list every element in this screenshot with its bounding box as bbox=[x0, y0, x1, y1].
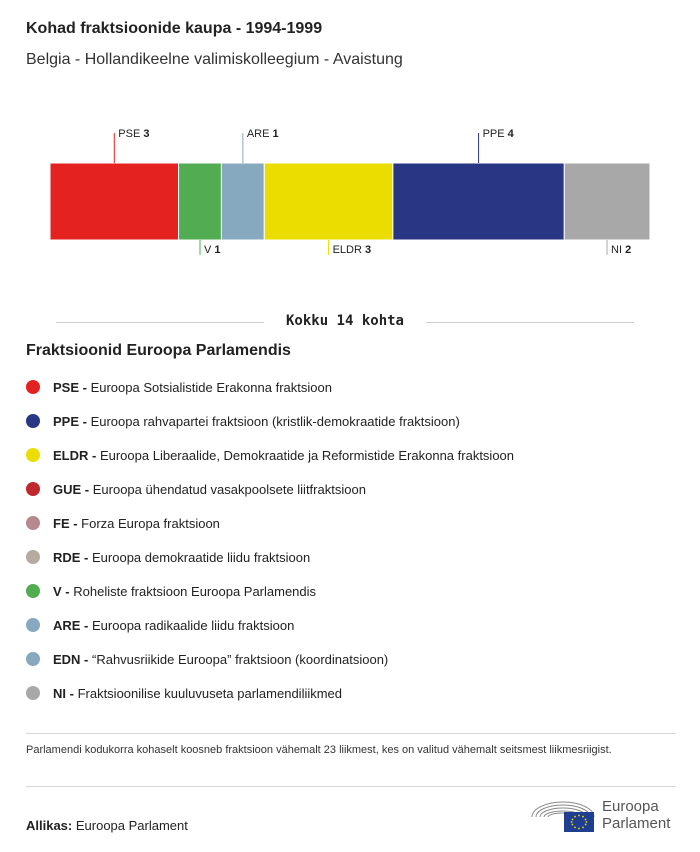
legend-label bbox=[53, 584, 316, 599]
source-value: Euroopa Parlament bbox=[72, 818, 188, 833]
total-seats-label: Kokku 14 kohta bbox=[285, 313, 404, 329]
seat-label-value-v: 1 bbox=[214, 244, 221, 256]
seat-label-value-ppe: 4 bbox=[507, 128, 514, 140]
seat-label-party-v: V bbox=[204, 244, 215, 256]
chart-title: Kohad fraktsioonide kaupa - 1994-1999 bbox=[26, 20, 323, 37]
legend-color-dot bbox=[26, 618, 40, 632]
legend-label bbox=[53, 618, 294, 633]
legend-color-dot bbox=[26, 482, 40, 496]
bar-segment-are bbox=[221, 163, 264, 240]
legend-abbr: PSE - bbox=[53, 379, 87, 395]
seat-label-party-ppe: PPE bbox=[482, 128, 508, 140]
legend-description: Fraktsioonilise kuuluvuseta parlamendiliikmed bbox=[73, 685, 343, 701]
legend-abbr: V - bbox=[53, 583, 70, 599]
legend-item bbox=[26, 404, 676, 438]
legend-abbr: NI - bbox=[53, 685, 74, 701]
total-divider-right bbox=[426, 322, 634, 323]
legend-label bbox=[53, 414, 460, 429]
legend-description: Euroopa Sotsialistide Erakonna fraktsioon bbox=[86, 379, 332, 395]
note-divider-bottom bbox=[26, 786, 676, 787]
legend-item bbox=[26, 676, 676, 710]
legend-item bbox=[26, 506, 676, 540]
note-divider-top bbox=[26, 733, 676, 734]
source-label: Allikas: bbox=[26, 818, 73, 833]
total-divider-left bbox=[56, 322, 264, 323]
legend-description: Roheliste fraktsioon Euroopa Parlamendis bbox=[69, 583, 317, 599]
footnote: Parlamendi kodukorra kohaselt koosneb fraktsioon vähemalt 23 liikmest, kes on valitud vähemalt seitsmest liikmesriigist. bbox=[26, 744, 612, 756]
legend-item bbox=[26, 642, 676, 676]
bar-segment-v bbox=[179, 163, 222, 240]
legend-abbr: RDE - bbox=[53, 549, 89, 565]
legend-description: Euroopa Liberaalide, Demokraatide ja Reformistide Erakonna fraktsioon bbox=[96, 447, 515, 463]
legend-description: Euroopa demokraatide liidu fraktsioon bbox=[88, 549, 311, 565]
seat-label-party-ni: NI bbox=[611, 244, 626, 256]
seat-distribution-chart bbox=[0, 110, 700, 290]
seat-label-party-are: ARE bbox=[246, 128, 273, 140]
logo-line-1: Euroopa bbox=[602, 798, 659, 815]
logo-text bbox=[602, 798, 670, 832]
legend-description: Euroopa radikaalide liidu fraktsioon bbox=[88, 617, 295, 633]
bar-segment-eldr bbox=[264, 163, 393, 240]
legend-label bbox=[53, 686, 342, 701]
bar-segment-ppe bbox=[393, 163, 564, 240]
seat-label-value-eldr: 3 bbox=[364, 244, 372, 256]
seat-label-value-ni: 2 bbox=[625, 244, 632, 256]
seat-label-v bbox=[204, 244, 221, 256]
legend-color-dot bbox=[26, 448, 40, 462]
seat-label-ppe bbox=[483, 128, 515, 140]
logo-line-2: Parlament bbox=[602, 815, 671, 832]
seat-label-ni bbox=[611, 244, 631, 256]
seat-label-party-eldr: ELDR bbox=[332, 244, 365, 256]
legend-abbr: ARE - bbox=[53, 617, 89, 633]
source-line bbox=[26, 818, 188, 833]
legend-abbr: EDN - bbox=[53, 651, 89, 667]
european-parliament-logo bbox=[530, 796, 680, 836]
chart-subtitle: Belgia - Hollandikeelne valimiskolleegium - Avaistung bbox=[26, 51, 403, 68]
seat-label-value-pse: 3 bbox=[143, 128, 150, 140]
legend-label bbox=[53, 380, 332, 395]
legend-color-dot bbox=[26, 380, 40, 394]
legend-abbr: GUE - bbox=[53, 481, 90, 497]
legend-description: Euroopa rahvapartei fraktsioon (kristlik-demokraatide fraktsioon) bbox=[86, 413, 460, 429]
legend-item bbox=[26, 472, 676, 506]
legend-color-dot bbox=[26, 686, 40, 700]
legend-label bbox=[53, 448, 514, 463]
european-parliament-hemicycle-icon bbox=[530, 796, 596, 836]
legend-description: Euroopa ühendatud vasakpoolsete liitfraktsioon bbox=[89, 481, 366, 497]
legend-color-dot bbox=[26, 414, 40, 428]
legend-color-dot bbox=[26, 516, 40, 530]
legend-item bbox=[26, 540, 676, 574]
legend-description: Forza Europa fraktsioon bbox=[77, 515, 220, 531]
legend-label bbox=[53, 652, 388, 667]
total-seats-row bbox=[56, 312, 634, 332]
seat-label-value-are: 1 bbox=[272, 128, 279, 140]
seat-label-eldr bbox=[333, 244, 372, 256]
legend-label bbox=[53, 550, 310, 565]
legend-label bbox=[53, 516, 220, 531]
legend-color-dot bbox=[26, 550, 40, 564]
legend-abbr: PPE - bbox=[53, 413, 87, 429]
legend-abbr: FE - bbox=[53, 515, 78, 531]
legend-color-dot bbox=[26, 652, 40, 666]
legend-color-dot bbox=[26, 584, 40, 598]
legend-item bbox=[26, 608, 676, 642]
legend-list bbox=[26, 370, 676, 710]
seat-label-are bbox=[247, 128, 279, 140]
legend-item bbox=[26, 438, 676, 472]
seat-label-party-pse: PSE bbox=[118, 128, 144, 140]
seat-label-pse bbox=[118, 128, 149, 140]
bar-segment-pse bbox=[50, 163, 179, 240]
bar-segment-ni bbox=[564, 163, 650, 240]
legend-item bbox=[26, 370, 676, 404]
legend-item bbox=[26, 574, 676, 608]
legend-label bbox=[53, 482, 366, 497]
legend-description: “Rahvusriikide Euroopa” fraktsioon (koordinatsioon) bbox=[88, 651, 389, 667]
legend-title: Fraktsioonid Euroopa Parlamendis bbox=[26, 342, 291, 359]
legend-abbr: ELDR - bbox=[53, 447, 97, 463]
